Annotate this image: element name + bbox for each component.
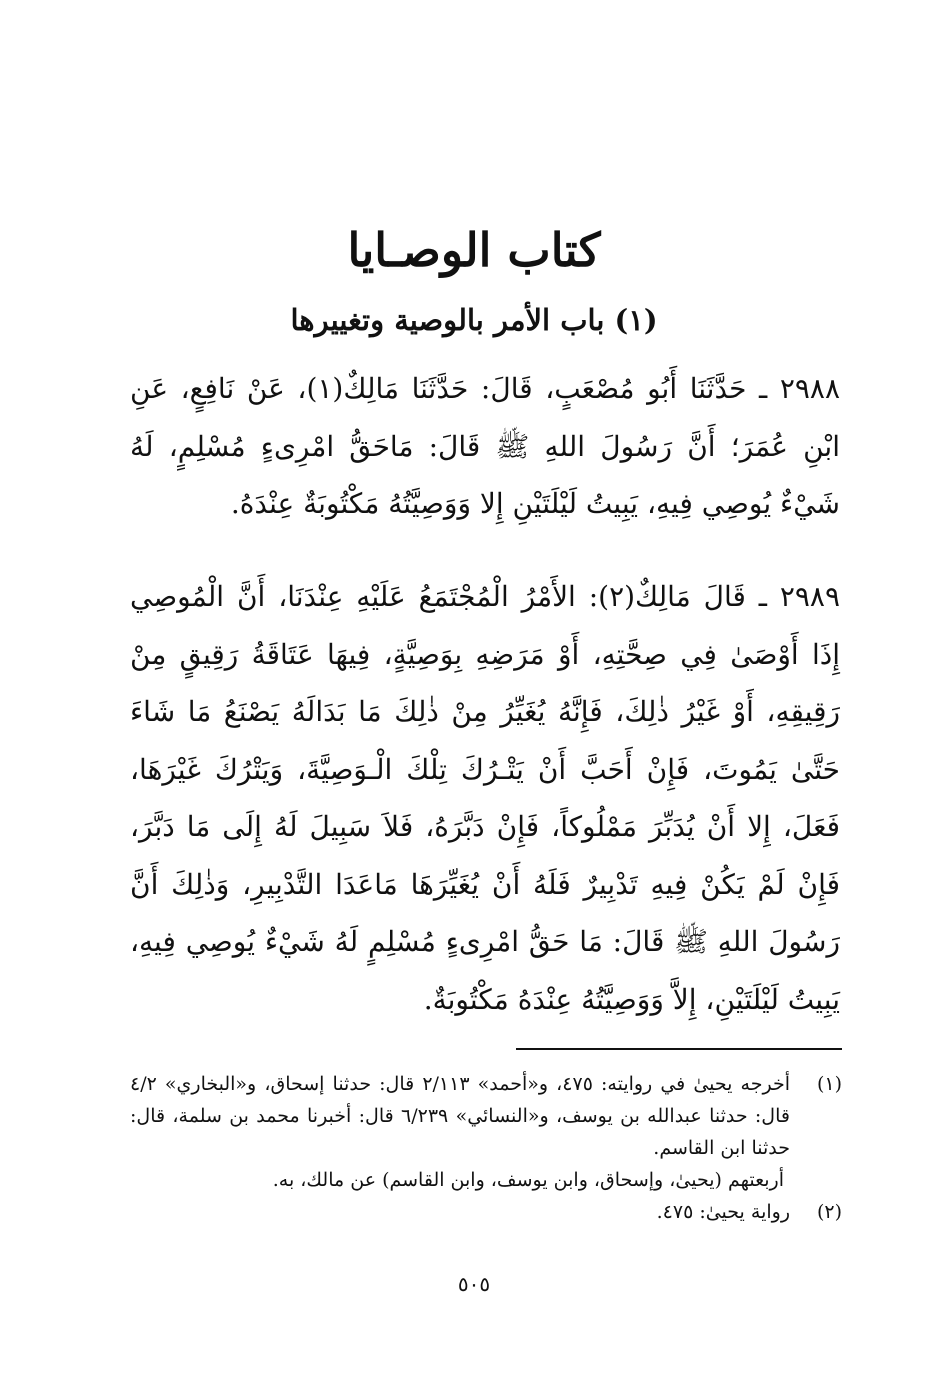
footnote-1: [130, 1068, 842, 1164]
footnote-1-number: (١): [816, 1073, 842, 1095]
footnote-2: [130, 1196, 842, 1228]
chapter-title: (١) باب الأمر بالوصية وتغييرها: [290, 303, 658, 337]
book-title: كتاب الوصـايا: [347, 223, 601, 277]
footnote-separator: [516, 1048, 842, 1050]
footnote-1-continuation: [130, 1164, 842, 1196]
footnotes-section: [130, 1068, 842, 1228]
footnote-1-text: أخرجه يحيىٰ في روايته: ٤٧٥، و«أحمد» ٢/١١٣ قال: حدثنا إسحاق، و«البخاري» ٤/٢ قال: حدثنا عبدالله بن يوسف، و«النسائي» ٦/٢٣٩ قال: أخبرنا محمد بن سلمة، قال: حدثنا ابن القاسم.: [130, 1073, 790, 1159]
hadith-2988-paragraph: ٢٩٨٨ ـ حَدَّثَنَا أَبُو مُصْعَبٍ، قَالَ: حَدَّثَنَا مَالِكٌ(١)، عَنْ نَافِعٍ، عَنِ ابْنِ عُمَرَ؛ أَنَّ رَسُولَ اللهِ ﷺ قَالَ: مَاحَقُّ امْرِىءٍ مُسْلِمٍ، لَهُ شَيْءٌ يُوصِي فِيهِ، يَبِيتُ لَيْلَتَيْنِ إِلا وَوَصِيَّتُهُ مَكْتُوبَةٌ عِنْدَهُ.: [130, 372, 840, 520]
footnote-2-number: (٢): [816, 1201, 842, 1223]
page-number: ٥٠٥: [457, 1272, 491, 1296]
footnote-2-text: رواية يحيىٰ: ٤٧٥.: [656, 1201, 790, 1223]
footnote-1-continuation-text: أربعتهم (يحيىٰ، وإسحاق، وابن يوسف، وابن القاسم) عن مالك، به.: [272, 1169, 784, 1191]
hadith-2989-paragraph: ٢٩٨٩ ـ قَالَ مَالِكٌ(٢): الأَمْرُ الْمُجْتَمَعُ عَلَيْهِ عِنْدَنَا، أَنَّ الْمُوصِي إِذَا أَوْصَىٰ فِي صِحَّتِهِ، أَوْ مَرَضِهِ بِوَصِيَّةٍ، فِيهَا عَتَاقَةُ رَقِيقٍ مِنْ رَقِيقِهِ، أَوْ غَيْرُ ذٰلِكَ، فَإِنَّهُ يُغَيِّرُ مِنْ ذٰلِكَ مَا بَدَالَهُ يَصْنَعُ مَا شَاءَ حَتَّىٰ يَمُوتَ، فَإِنْ أَحَبَّ أَنْ يَتْـرُكَ تِلْكَ الْـوَصِيَّةَ، وَيَتْرُكَ غَيْرَهَا، فَعَلَ، إِلا أَنْ يُدَبِّرَ مَمْلُوكاً، فَإِنْ دَبَّرَهُ، فَلاَ سَبِيلَ لَهُ إِلَى مَا دَبَّرَ، فَإِنْ لَمْ يَكُنْ فِيهِ تَدْبِيرٌ فَلَهُ أَنْ يُغَيِّرَهَا مَاعَدَا التَّدْبِيرِ، وَذٰلِكَ أَنَّ رَسُولَ اللهِ ﷺ قَالَ: مَا حَقُّ امْرِىءٍ مُسْلِمٍ لَهُ شَيْءٌ يُوصِي فِيهِ، يَبِيتُ لَيْلَتَيْنِ، إِلاَّ وَوَصِيَّتُهُ عِنْدَهُ مَكْتُوبَةٌ.: [130, 580, 840, 1016]
